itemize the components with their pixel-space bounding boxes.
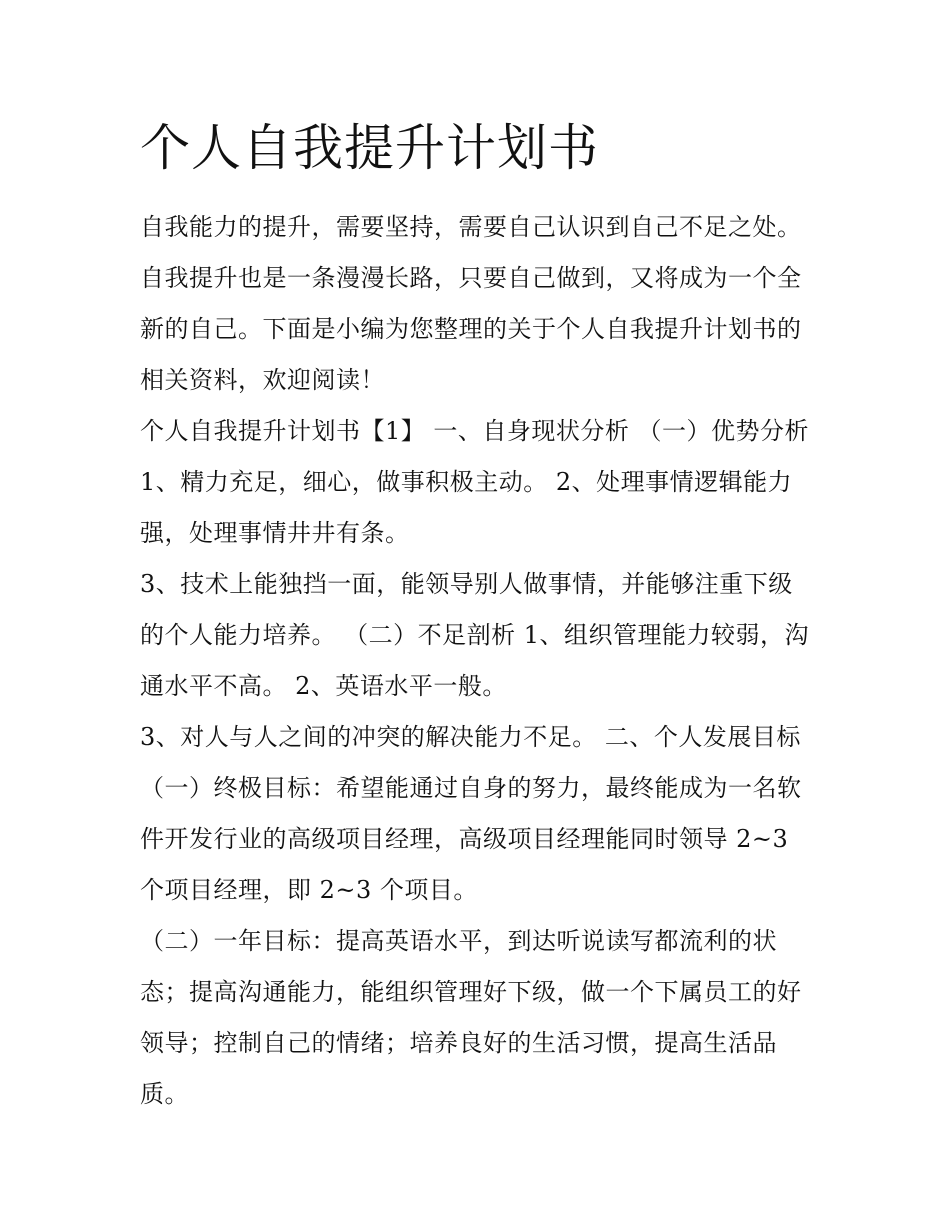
document-title: 个人自我提升计划书 [140, 119, 599, 177]
paragraph-section-2: 3、技术上能独挡一面，能领导别人做事情，并能够注重下级的个人能力培养。 （二）不足剖析 1、组织管理能力较弱，沟通水平不高。 2、英语水平一般。 [140, 570, 810, 700]
paragraph-section-4: （二）一年目标：提高英语水平，到达听说读写都流利的状态；提高沟通能力，能组织管理好下级，做一个下属员工的好领导；控制自己的情绪；培养良好的生活习惯，提高生活品质。 [140, 927, 802, 1108]
paragraph-section-1: 个人自我提升计划书【1】 一、自身现状分析 （一）优势分析 1、精力充足，细心，做事积极主动。 2、处理事情逻辑能力强，处理事情井井有条。 [140, 417, 810, 547]
paragraph-intro: 自我能力的提升，需要坚持，需要自己认识到自己不足之处。自我提升也是一条漫漫长路，只要自己做到，又将成为一个全新的自己。下面是小编为您整理的关于个人自我提升计划书的相关资料，欢迎阅读！ [140, 213, 802, 394]
paragraph-section-3: 3、对人与人之间的冲突的解决能力不足。 二、个人发展目标 （一）终极目标：希望能通过自身的努力，最终能成为一名软件开发行业的高级项目经理，高级项目经理能同时领导 2~3 个项目经理，即 2~3 个项目。 [140, 723, 802, 904]
document-page [140, 112, 812, 1120]
